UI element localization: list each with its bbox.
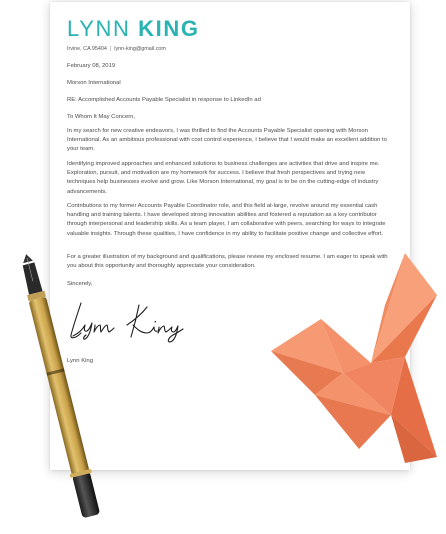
applicant-name [67,17,397,41]
paragraph-2: Identifying improved approaches and enhanced solutions to business challenges are activities that drive and inspire me. Exploration, pursuit, and motivation are my homework for success. I believe that fresh perspectives and trying new techniques help businesses evolve and grow. Like Morson International, my goal is to be on the cutting-edge of industry advancements. [67,161,380,195]
letter-subject: RE: Accomplished Accounts Payable Specialist in response to LinkedIn ad [67,97,261,103]
salutation: To Whom It May Concern, [67,114,136,120]
signer-name: Lynn King [67,358,93,364]
contact-separator: | [109,46,112,52]
recipient-company: Morson International [67,80,121,86]
applicant-first-name: LYNN [67,16,131,41]
origami-bird-icon [255,245,446,475]
letter-date: February 08, 2019 [67,63,116,69]
contact-email: lynn-king@gmail.com [114,46,166,52]
paragraph-3: Contributions to my former Accounts Payable Coordinator role, and this field at-large, revolve around my essential cash handling and training talents. I have developed strong innovation abilities and fostered a reputation as a key contributor through interpersonal and leadership skills. As a team player, I am collaborative with peers, searching for ways to integrate valuable insights. Through these qualities, I have confidence in my ability to facilitate positive change and collective effort. [67,203,386,237]
contact-location: Irvine, CA 95404 [67,46,107,52]
paragraph-1: In my search for new creative endeavors, I was thrilled to find the Accounts Payable Specialist opening with Morson International. As an ambitious professional with cost control experience, I believe that I would make an excellent addition to your team. [67,128,387,153]
contact-line [67,46,397,53]
paragraph-4: For a greater illustration of my background and qualifications, please review my enclosed resume. I am eager to speak with you about this opportunity and thoroughly appreciate your consideration. [67,254,388,270]
fountain-pen-icon [0,250,120,530]
closing: Sincerely, [67,281,93,287]
applicant-last-name: KING [138,16,200,41]
letter-content [67,16,397,364]
